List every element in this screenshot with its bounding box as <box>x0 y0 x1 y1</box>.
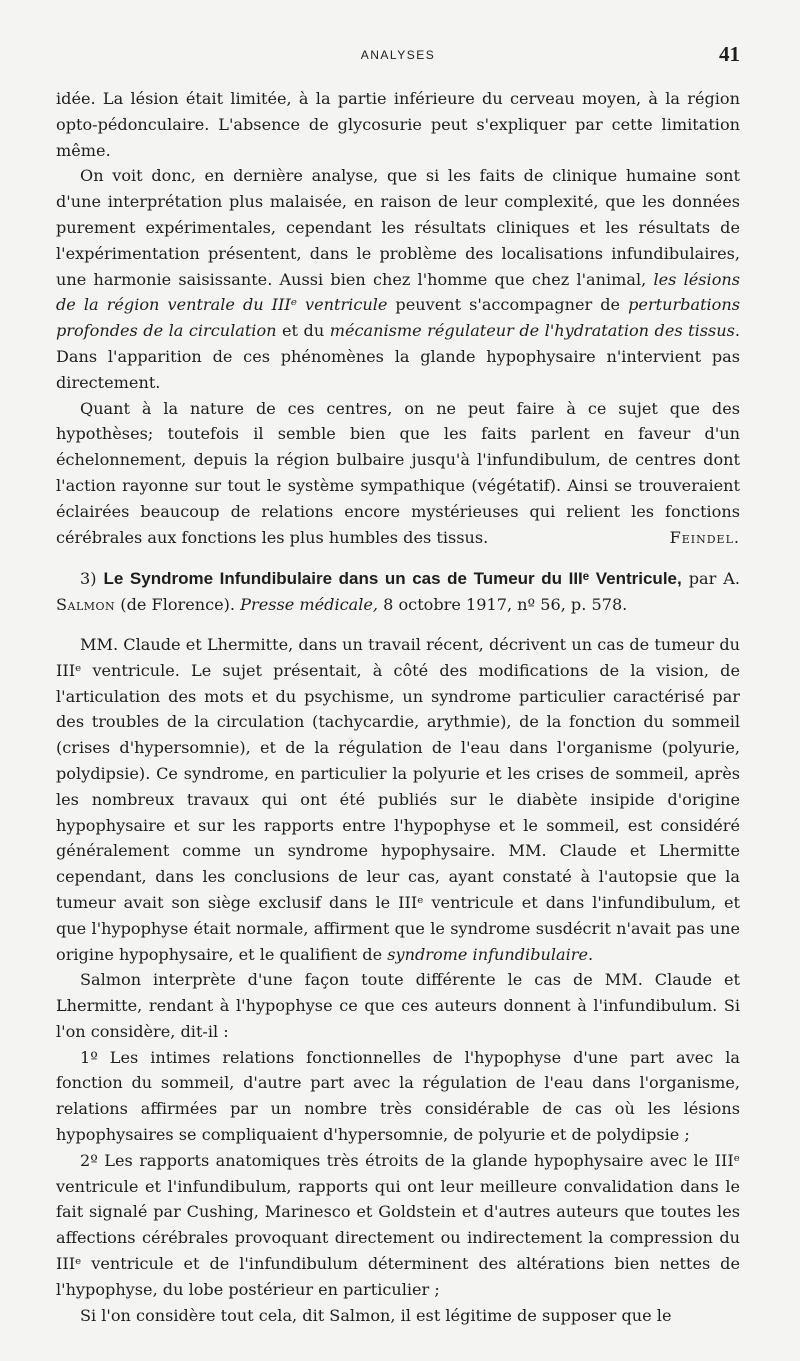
running-header <box>56 36 740 72</box>
paragraph-2: On voit donc, en dernière analyse, que si les faits de clinique humaine sont d'une interprétation plus malaisée, en raison de leur complexité, que les données purement expérimentales, cependant les résultats cliniques et les résultats de l'expérimentation présentent, dans le problème des localisations infundibulaires, une harmonie saisissante. Aussi bien chez l'homme que chez l'animal, les lésions de la région ventrale du IIIᵉ ventricule peuvent s'accompagner de perturbations profondes de la circulation et du mécanisme régulateur de l'hydratation des tissus. Dans l'apparition de ces phénomènes la glande hypophysaire n'intervient pas directement. <box>56 166 741 392</box>
paragraph-3: Quant à la nature de ces centres, on ne peut faire à ce sujet que des hypothèses; toutefois il semble bien que les faits parlent en faveur d'un échelonnement, depuis la région bulbaire jusqu'à l'infundibulum, de centres dont l'action rayonne sur tout le système sympathique (végétatif). Ainsi se trouveraient éclairées beaucoup de relations encore mystérieuses qui relient les fonctions cérébrales aux fonctions les plus humbles des tissus. Feindel. <box>56 396 740 551</box>
paragraph-5: Salmon interprète d'une façon toute différente le cas de MM. Claude et Lhermitte, rendant à l'hypophyse ce que ces auteurs donnent à l'infundibulum. Si l'on considère, dit-il : <box>56 970 740 1041</box>
page <box>56 36 740 1328</box>
signature-feindel: Feindel. <box>669 527 740 547</box>
entry-title: Le Syndrome Infundibulaire dans un cas de Tumeur du IIIᵉ Ventricule, <box>103 569 682 589</box>
paragraph-8: Si l'on considère tout cela, dit Salmon, il est légitime de supposer que le <box>80 1305 672 1325</box>
entry-number: 3) <box>80 569 97 589</box>
bibliographic-entry: 3) Le Syndrome Infundibulaire dans un cas de Tumeur du IIIᵉ Ventricule, par A. Salmon (de Florence). Presse médicale, 8 octobre 1917, nº 56, p. 578. <box>56 569 741 615</box>
text-body <box>56 86 740 1328</box>
page-number: 41 <box>719 42 740 66</box>
entry-journal: Presse médicale, <box>240 595 379 615</box>
header-title: ANALYSES <box>360 48 436 62</box>
paragraph-6: 1º Les intimes relations fonctionnelles de l'hypophyse d'une part avec la fonction du sommeil, d'autre part avec la régulation de l'eau dans l'organisme, relations affirmées par un nombre très considérable de cas où les lésions hypophysaires se compliquaient d'hypersomnie, de polyurie et de polydipsie ; <box>56 1047 740 1145</box>
entry-author: Salmon <box>56 595 116 615</box>
paragraph-1: idée. La lésion était limitée, à la partie inférieure du cerveau moyen, à la région opto-pédonculaire. L'absence de glycosurie peut s'expliquer par cette limitation même. <box>56 89 740 160</box>
paragraph-4: MM. Claude et Lhermitte, dans un travail récent, décrivent un cas de tumeur du IIIᵉ ventricule. Le sujet présentait, à côté des modifications de la vision, de l'articulation des mots et du psychisme, un syndrome particulier caractérisé par des troubles de la circulation (tachycardie, arythmie), de la fonction du sommeil (crises d'hypersomnie), et de la régulation de l'eau dans l'organisme (polyurie, polydipsie). Ce syndrome, en particulier la polyurie et les crises de sommeil, après les nombreux travaux qui ont été publiés sur le diabète insipide d'origine hypophysaire et sur les rapports entre l'hypophyse et le sommeil, est considéré généralement comme un syndrome hypophysaire. MM. Claude et Lhermitte cependant, dans les conclusions de leur cas, ayant constaté à l'autopsie que la tumeur avait son siège exclusif dans le IIIᵉ ventricule et dans l'infundibulum, et que l'hypophyse était normale, affirment que le syndrome susdécrit n'avait pas une origine hypophysaire, et le qualifient de syndrome infundibulaire. <box>56 634 740 964</box>
paragraph-7: 2º Les rapports anatomiques très étroits de la glande hypophysaire avec le IIIᵉ ventricule et l'infundibulum, rapports qui ont leur meilleure convalidation dans le fait signalé par Cushing, Marinesco et Goldstein et d'autres auteurs que toutes les affections cérébrales provoquant directement ou indirectement la compression du IIIᵉ ventricule et de l'infundibulum déterminent des altérations bien nettes de l'hypophyse, du lobe postérieur en particulier ; <box>56 1150 740 1299</box>
